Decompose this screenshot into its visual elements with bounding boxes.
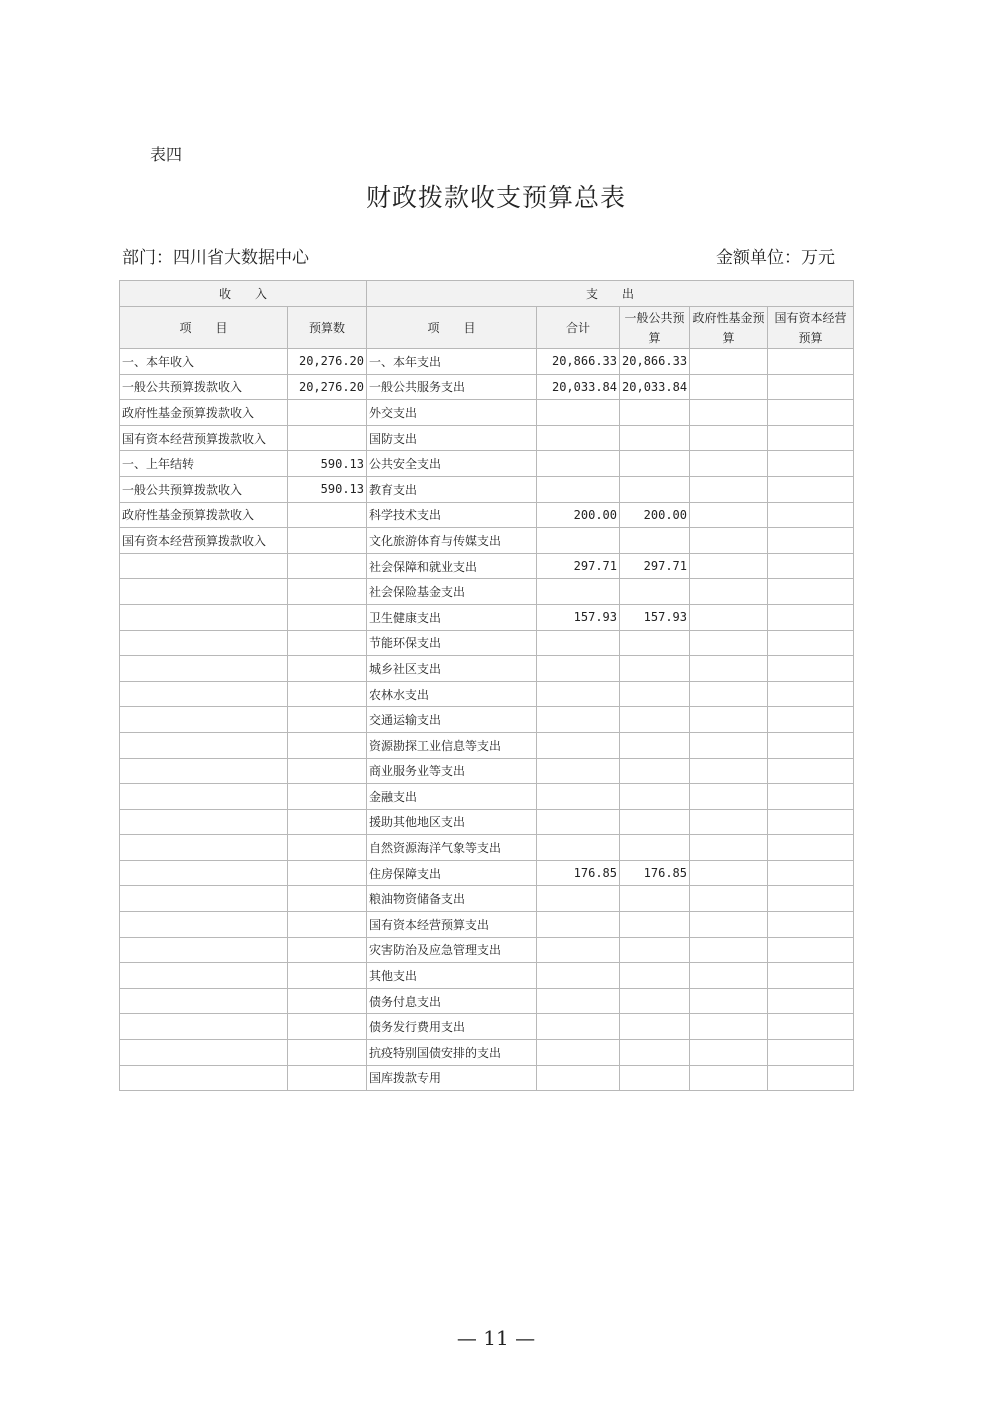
table-row — [120, 604, 854, 630]
income-amount-cell — [288, 886, 367, 912]
income-amount-cell — [288, 988, 367, 1014]
total-cell — [537, 476, 620, 502]
state-capital-cell — [768, 579, 854, 605]
general-public-cell — [620, 579, 690, 605]
income-amount-cell: 590.13 — [288, 476, 367, 502]
gov-fund-cell — [690, 400, 768, 426]
budget-table — [119, 280, 854, 1091]
income-item-cell — [120, 758, 288, 784]
expense-item-cell: 一、本年支出 — [367, 349, 537, 375]
table-row — [120, 886, 854, 912]
state-capital-cell — [768, 681, 854, 707]
income-item-header: 项 目 — [120, 307, 288, 349]
expense-item-cell: 外交支出 — [367, 400, 537, 426]
expense-item-cell: 债务发行费用支出 — [367, 1014, 537, 1040]
income-item-cell — [120, 988, 288, 1014]
income-amount-cell — [288, 732, 367, 758]
total-cell — [537, 912, 620, 938]
total-cell — [537, 886, 620, 912]
income-item-cell — [120, 963, 288, 989]
total-cell — [537, 656, 620, 682]
state-capital-cell — [768, 656, 854, 682]
gov-fund-cell — [690, 451, 768, 477]
gov-fund-cell — [690, 553, 768, 579]
total-cell: 20,866.33 — [537, 349, 620, 375]
gov-fund-cell — [690, 988, 768, 1014]
expense-item-cell: 社会保险基金支出 — [367, 579, 537, 605]
general-public-cell: 176.85 — [620, 860, 690, 886]
expense-group-header: 支 出 — [367, 281, 854, 307]
total-cell — [537, 784, 620, 810]
state-capital-cell — [768, 784, 854, 810]
table-row — [120, 912, 854, 938]
expense-item-cell: 援助其他地区支出 — [367, 809, 537, 835]
general-public-cell — [620, 835, 690, 861]
total-cell — [537, 809, 620, 835]
income-amount-cell — [288, 528, 367, 554]
general-public-cell — [620, 400, 690, 426]
state-capital-cell — [768, 707, 854, 733]
general-public-cell — [620, 937, 690, 963]
total-cell — [537, 630, 620, 656]
general-public-cell — [620, 528, 690, 554]
expense-item-cell: 国有资本经营预算支出 — [367, 912, 537, 938]
total-cell — [537, 425, 620, 451]
total-cell — [537, 451, 620, 477]
income-item-cell — [120, 732, 288, 758]
table-body — [120, 349, 854, 1091]
income-amount-cell — [288, 1065, 367, 1091]
total-cell: 297.71 — [537, 553, 620, 579]
general-public-header: 一般公共预算 — [620, 307, 690, 349]
total-cell — [537, 758, 620, 784]
income-item-cell — [120, 809, 288, 835]
table-row — [120, 784, 854, 810]
page-number: — 11 — — [456, 1326, 536, 1350]
state-capital-cell — [768, 630, 854, 656]
state-capital-cell — [768, 1065, 854, 1091]
income-amount-cell — [288, 681, 367, 707]
general-public-cell — [620, 963, 690, 989]
expense-item-cell: 自然资源海洋气象等支出 — [367, 835, 537, 861]
total-cell — [537, 1040, 620, 1066]
gov-fund-cell — [690, 349, 768, 375]
gov-fund-cell — [690, 937, 768, 963]
state-capital-cell — [768, 400, 854, 426]
state-capital-cell — [768, 886, 854, 912]
general-public-cell — [620, 886, 690, 912]
income-amount-cell: 590.13 — [288, 451, 367, 477]
table-row — [120, 349, 854, 375]
unit-label: 金额单位：万元 — [716, 248, 835, 268]
income-amount-cell — [288, 1014, 367, 1040]
gov-fund-cell — [690, 912, 768, 938]
income-amount-cell — [288, 707, 367, 733]
expense-item-cell: 社会保障和就业支出 — [367, 553, 537, 579]
general-public-cell — [620, 732, 690, 758]
income-item-cell — [120, 707, 288, 733]
table-row — [120, 374, 854, 400]
gov-fund-cell — [690, 604, 768, 630]
total-cell: 157.93 — [537, 604, 620, 630]
table-row — [120, 579, 854, 605]
income-amount-cell — [288, 502, 367, 528]
table-row — [120, 681, 854, 707]
table-row — [120, 963, 854, 989]
general-public-cell — [620, 707, 690, 733]
total-cell — [537, 835, 620, 861]
expense-item-cell: 金融支出 — [367, 784, 537, 810]
expense-item-cell: 公共安全支出 — [367, 451, 537, 477]
income-item-cell: 国有资本经营预算拨款收入 — [120, 425, 288, 451]
total-cell — [537, 400, 620, 426]
table-row — [120, 835, 854, 861]
gov-fund-header: 政府性基金预算 — [690, 307, 768, 349]
total-cell — [537, 732, 620, 758]
state-capital-cell — [768, 937, 854, 963]
gov-fund-cell — [690, 860, 768, 886]
table-row — [120, 732, 854, 758]
income-item-cell — [120, 630, 288, 656]
income-item-cell — [120, 835, 288, 861]
gov-fund-cell — [690, 1014, 768, 1040]
income-amount-cell — [288, 963, 367, 989]
state-capital-cell — [768, 1040, 854, 1066]
income-item-cell: 国有资本经营预算拨款收入 — [120, 528, 288, 554]
table-row — [120, 451, 854, 477]
general-public-cell — [620, 1065, 690, 1091]
expense-item-cell: 教育支出 — [367, 476, 537, 502]
gov-fund-cell — [690, 656, 768, 682]
gov-fund-cell — [690, 707, 768, 733]
income-item-cell — [120, 1040, 288, 1066]
gov-fund-cell — [690, 374, 768, 400]
total-cell — [537, 963, 620, 989]
table-row — [120, 425, 854, 451]
gov-fund-cell — [690, 681, 768, 707]
total-cell — [537, 937, 620, 963]
general-public-cell — [620, 912, 690, 938]
income-amount-cell — [288, 835, 367, 861]
state-capital-cell — [768, 963, 854, 989]
income-amount-cell — [288, 553, 367, 579]
expense-item-cell: 抗疫特别国债安排的支出 — [367, 1040, 537, 1066]
general-public-cell — [620, 809, 690, 835]
total-cell — [537, 1065, 620, 1091]
gov-fund-cell — [690, 425, 768, 451]
table-row — [120, 758, 854, 784]
general-public-cell — [620, 988, 690, 1014]
gov-fund-cell — [690, 502, 768, 528]
expense-item-cell: 粮油物资储备支出 — [367, 886, 537, 912]
total-cell — [537, 681, 620, 707]
general-public-cell — [620, 630, 690, 656]
state-capital-header: 国有资本经营预算 — [768, 307, 854, 349]
state-capital-cell — [768, 809, 854, 835]
general-public-cell — [620, 681, 690, 707]
state-capital-cell — [768, 988, 854, 1014]
total-cell: 176.85 — [537, 860, 620, 886]
table-row — [120, 988, 854, 1014]
expense-item-cell: 一般公共服务支出 — [367, 374, 537, 400]
state-capital-cell — [768, 860, 854, 886]
expense-item-cell: 交通运输支出 — [367, 707, 537, 733]
table-row — [120, 1014, 854, 1040]
state-capital-cell — [768, 912, 854, 938]
income-item-cell — [120, 784, 288, 810]
state-capital-cell — [768, 732, 854, 758]
state-capital-cell — [768, 425, 854, 451]
total-cell — [537, 579, 620, 605]
state-capital-cell — [768, 758, 854, 784]
income-amount-cell: 20,276.20 — [288, 374, 367, 400]
gov-fund-cell — [690, 528, 768, 554]
income-amount-cell — [288, 425, 367, 451]
general-public-cell: 20,033.84 — [620, 374, 690, 400]
expense-item-cell: 文化旅游体育与传媒支出 — [367, 528, 537, 554]
total-cell — [537, 1014, 620, 1040]
expense-item-cell: 住房保障支出 — [367, 860, 537, 886]
table-row — [120, 553, 854, 579]
income-item-cell — [120, 860, 288, 886]
income-item-cell — [120, 1065, 288, 1091]
income-item-cell — [120, 912, 288, 938]
income-amount-cell — [288, 604, 367, 630]
income-amount-cell — [288, 937, 367, 963]
table-row — [120, 656, 854, 682]
total-header: 合计 — [537, 307, 620, 349]
income-item-cell — [120, 579, 288, 605]
gov-fund-cell — [690, 1040, 768, 1066]
state-capital-cell — [768, 374, 854, 400]
gov-fund-cell — [690, 1065, 768, 1091]
income-item-cell: 一般公共预算拨款收入 — [120, 476, 288, 502]
general-public-cell — [620, 425, 690, 451]
gov-fund-cell — [690, 784, 768, 810]
state-capital-cell — [768, 528, 854, 554]
state-capital-cell — [768, 502, 854, 528]
gov-fund-cell — [690, 835, 768, 861]
general-public-cell — [620, 1014, 690, 1040]
income-item-cell: 政府性基金预算拨款收入 — [120, 502, 288, 528]
table-row — [120, 809, 854, 835]
state-capital-cell — [768, 604, 854, 630]
gov-fund-cell — [690, 579, 768, 605]
expense-item-cell: 城乡社区支出 — [367, 656, 537, 682]
total-cell — [537, 988, 620, 1014]
table-row — [120, 1040, 854, 1066]
total-cell: 200.00 — [537, 502, 620, 528]
income-amount-cell — [288, 809, 367, 835]
expense-item-header: 项 目 — [367, 307, 537, 349]
expense-item-cell: 科学技术支出 — [367, 502, 537, 528]
expense-item-cell: 债务付息支出 — [367, 988, 537, 1014]
state-capital-cell — [768, 835, 854, 861]
table-row — [120, 400, 854, 426]
total-cell: 20,033.84 — [537, 374, 620, 400]
page-title: 财政拨款收支预算总表 — [365, 183, 626, 212]
income-item-cell — [120, 937, 288, 963]
gov-fund-cell — [690, 732, 768, 758]
total-cell — [537, 528, 620, 554]
income-amount-cell: 20,276.20 — [288, 349, 367, 375]
income-amount-cell — [288, 1040, 367, 1066]
income-amount-cell — [288, 400, 367, 426]
state-capital-cell — [768, 451, 854, 477]
income-amount-cell — [288, 784, 367, 810]
table-row — [120, 528, 854, 554]
expense-item-cell: 卫生健康支出 — [367, 604, 537, 630]
gov-fund-cell — [690, 758, 768, 784]
income-amount-cell — [288, 579, 367, 605]
gov-fund-cell — [690, 630, 768, 656]
income-item-cell: 一般公共预算拨款收入 — [120, 374, 288, 400]
income-item-cell — [120, 886, 288, 912]
gov-fund-cell — [690, 963, 768, 989]
income-group-header: 收 入 — [120, 281, 367, 307]
income-amount-cell — [288, 630, 367, 656]
general-public-cell — [620, 784, 690, 810]
table-row — [120, 1065, 854, 1091]
table-row — [120, 476, 854, 502]
state-capital-cell — [768, 476, 854, 502]
income-item-cell — [120, 604, 288, 630]
income-amount-cell — [288, 860, 367, 886]
expense-item-cell: 节能环保支出 — [367, 630, 537, 656]
general-public-cell — [620, 656, 690, 682]
expense-item-cell: 国库拨款专用 — [367, 1065, 537, 1091]
income-amount-cell — [288, 912, 367, 938]
gov-fund-cell — [690, 809, 768, 835]
income-item-cell: 一、上年结转 — [120, 451, 288, 477]
general-public-cell — [620, 758, 690, 784]
table-row — [120, 630, 854, 656]
income-item-cell — [120, 656, 288, 682]
general-public-cell: 200.00 — [620, 502, 690, 528]
table-row — [120, 502, 854, 528]
state-capital-cell — [768, 1014, 854, 1040]
gov-fund-cell — [690, 476, 768, 502]
general-public-cell: 157.93 — [620, 604, 690, 630]
income-item-cell: 政府性基金预算拨款收入 — [120, 400, 288, 426]
table-row — [120, 707, 854, 733]
income-amount-cell — [288, 758, 367, 784]
table-label: 表四 — [150, 145, 183, 164]
income-item-cell — [120, 553, 288, 579]
expense-item-cell: 其他支出 — [367, 963, 537, 989]
general-public-cell — [620, 1040, 690, 1066]
general-public-cell — [620, 476, 690, 502]
expense-item-cell: 商业服务业等支出 — [367, 758, 537, 784]
total-cell — [537, 707, 620, 733]
expense-item-cell: 资源勘探工业信息等支出 — [367, 732, 537, 758]
expense-item-cell: 灾害防治及应急管理支出 — [367, 937, 537, 963]
department-label: 部门：四川省大数据中心 — [122, 248, 309, 268]
expense-item-cell: 农林水支出 — [367, 681, 537, 707]
general-public-cell — [620, 451, 690, 477]
expense-item-cell: 国防支出 — [367, 425, 537, 451]
gov-fund-cell — [690, 886, 768, 912]
state-capital-cell — [768, 553, 854, 579]
general-public-cell: 297.71 — [620, 553, 690, 579]
table-row — [120, 860, 854, 886]
state-capital-cell — [768, 349, 854, 375]
income-amount-cell — [288, 656, 367, 682]
income-item-cell — [120, 1014, 288, 1040]
income-item-cell: 一、本年收入 — [120, 349, 288, 375]
table-row — [120, 937, 854, 963]
income-amount-header: 预算数 — [288, 307, 367, 349]
general-public-cell: 20,866.33 — [620, 349, 690, 375]
income-item-cell — [120, 681, 288, 707]
